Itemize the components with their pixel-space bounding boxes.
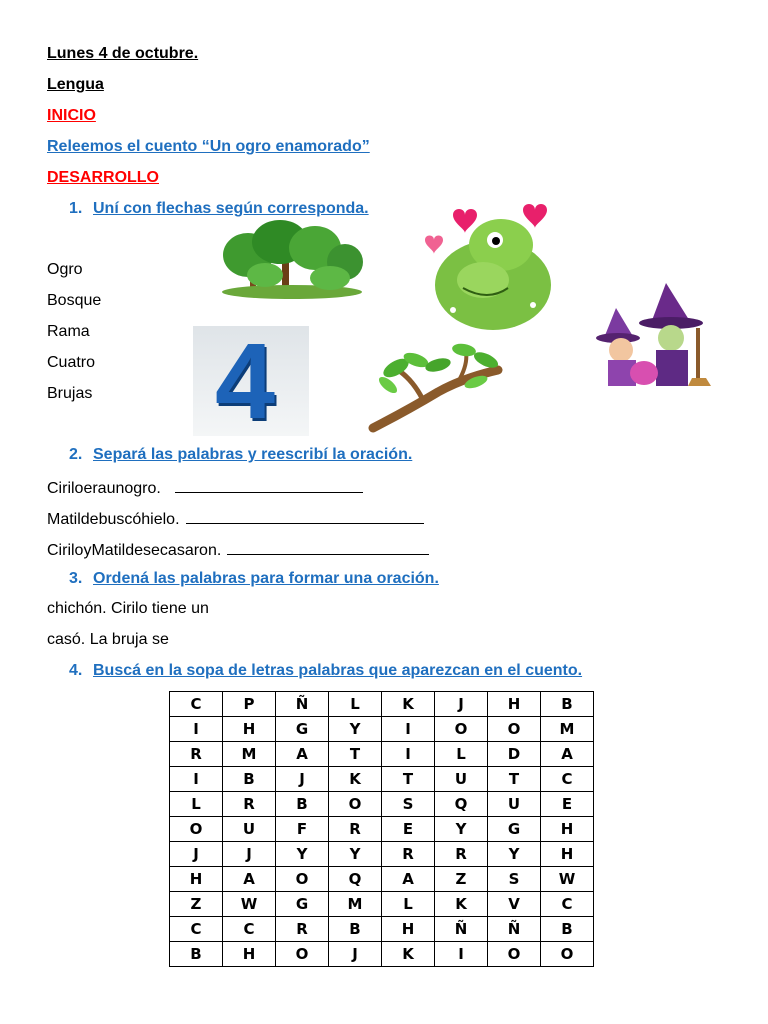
grid-cell[interactable]: W: [223, 892, 276, 917]
grid-cell[interactable]: O: [541, 942, 594, 967]
grid-cell[interactable]: T: [329, 742, 382, 767]
grid-cell[interactable]: J: [435, 692, 488, 717]
grid-cell[interactable]: J: [329, 942, 382, 967]
grid-cell[interactable]: O: [435, 717, 488, 742]
task3-number: 3.: [69, 570, 83, 587]
number-four-image: [193, 320, 309, 441]
grid-cell[interactable]: Y: [488, 842, 541, 867]
grid-cell[interactable]: Q: [435, 792, 488, 817]
grid-cell[interactable]: H: [223, 942, 276, 967]
grid-cell[interactable]: K: [329, 767, 382, 792]
grid-cell[interactable]: O: [170, 817, 223, 842]
grid-cell[interactable]: I: [435, 942, 488, 967]
grid-cell[interactable]: H: [488, 692, 541, 717]
grid-cell[interactable]: U: [488, 792, 541, 817]
grid-cell[interactable]: C: [541, 892, 594, 917]
grid-cell[interactable]: L: [435, 742, 488, 767]
grid-cell[interactable]: Y: [329, 717, 382, 742]
grid-cell[interactable]: E: [382, 817, 435, 842]
grid-cell[interactable]: K: [435, 892, 488, 917]
grid-cell[interactable]: O: [329, 792, 382, 817]
grid-row: [170, 692, 594, 717]
grid-cell[interactable]: B: [276, 792, 329, 817]
grid-cell[interactable]: T: [488, 767, 541, 792]
grid-cell[interactable]: Ñ: [276, 692, 329, 717]
grid-cell[interactable]: L: [170, 792, 223, 817]
grid-cell[interactable]: D: [488, 742, 541, 767]
grid-row: [170, 842, 594, 867]
grid-cell[interactable]: A: [223, 867, 276, 892]
grid-cell[interactable]: R: [223, 792, 276, 817]
grid-cell[interactable]: R: [170, 742, 223, 767]
grid-row: [170, 917, 594, 942]
grid-cell[interactable]: C: [541, 767, 594, 792]
match-word: Cuatro: [47, 354, 96, 371]
scrambled-line: chichón. Cirilo tiene un: [47, 600, 209, 617]
grid-cell[interactable]: I: [382, 742, 435, 767]
sentence-text: Matildebuscóhielo.: [47, 511, 180, 528]
task4-title: Buscá en la sopa de letras palabras que aparezcan en el cuento.: [93, 662, 583, 679]
grid-cell[interactable]: J: [276, 767, 329, 792]
grid-cell[interactable]: O: [488, 942, 541, 967]
grid-cell[interactable]: H: [541, 842, 594, 867]
grid-row: [170, 867, 594, 892]
sentence-row: [47, 509, 424, 530]
task2-title: Separá las palabras y reescribí la oración.: [93, 446, 413, 463]
answer-blank[interactable]: [186, 509, 424, 524]
grid-cell[interactable]: G: [276, 717, 329, 742]
grid-cell[interactable]: B: [541, 917, 594, 942]
sentence-text: CiriloyMatildesecasaron.: [47, 542, 222, 559]
grid-cell[interactable]: M: [329, 892, 382, 917]
grid-cell[interactable]: I: [170, 767, 223, 792]
grid-cell[interactable]: B: [170, 942, 223, 967]
task2-number: 2.: [69, 446, 83, 463]
grid-cell[interactable]: P: [223, 692, 276, 717]
grid-cell[interactable]: I: [382, 717, 435, 742]
task3-title: Ordená las palabras para formar una oración.: [93, 570, 439, 587]
grid-cell[interactable]: R: [382, 842, 435, 867]
grid-cell[interactable]: R: [276, 917, 329, 942]
grid-cell[interactable]: A: [541, 742, 594, 767]
grid-row: [170, 892, 594, 917]
desarrollo-heading: DESARROLLO: [47, 169, 159, 186]
grid-cell[interactable]: H: [541, 817, 594, 842]
grid-row: [170, 767, 594, 792]
grid-cell[interactable]: Z: [170, 892, 223, 917]
grid-cell[interactable]: R: [435, 842, 488, 867]
grid-cell[interactable]: G: [276, 892, 329, 917]
grid-cell[interactable]: J: [223, 842, 276, 867]
subject-heading: Lengua: [47, 76, 104, 93]
grid-cell[interactable]: A: [276, 742, 329, 767]
grid-cell[interactable]: V: [488, 892, 541, 917]
grid-cell[interactable]: K: [382, 942, 435, 967]
grid-cell[interactable]: H: [223, 717, 276, 742]
answer-blank[interactable]: [227, 540, 429, 555]
grid-cell[interactable]: Z: [435, 867, 488, 892]
grid-cell[interactable]: O: [276, 942, 329, 967]
grid-cell[interactable]: R: [329, 817, 382, 842]
grid-cell[interactable]: W: [541, 867, 594, 892]
scrambled-line: casó. La bruja se: [47, 631, 169, 648]
sentence-row: [47, 540, 429, 561]
grid-cell[interactable]: K: [382, 692, 435, 717]
match-word: Brujas: [47, 385, 93, 402]
grid-row: [170, 792, 594, 817]
grid-cell[interactable]: Y: [329, 842, 382, 867]
task1-number: 1.: [69, 200, 83, 217]
sentence-row: [47, 478, 363, 499]
branch-image: [368, 340, 506, 435]
grid-cell[interactable]: S: [488, 867, 541, 892]
ogre-image: [423, 200, 553, 330]
grid-cell[interactable]: B: [329, 917, 382, 942]
grid-cell[interactable]: Ñ: [435, 917, 488, 942]
inicio-heading: INICIO: [47, 107, 96, 124]
grid-cell[interactable]: L: [329, 692, 382, 717]
grid-cell[interactable]: O: [276, 867, 329, 892]
match-word: Bosque: [47, 292, 102, 309]
grid-row: [170, 942, 594, 967]
grid-row: [170, 817, 594, 842]
grid-cell[interactable]: M: [541, 717, 594, 742]
grid-cell[interactable]: H: [170, 867, 223, 892]
grid-row: [170, 742, 594, 767]
grid-cell[interactable]: E: [541, 792, 594, 817]
grid-cell[interactable]: Y: [276, 842, 329, 867]
grid-cell[interactable]: G: [488, 817, 541, 842]
grid-cell[interactable]: Q: [329, 867, 382, 892]
grid-cell[interactable]: S: [382, 792, 435, 817]
grid-cell[interactable]: C: [223, 917, 276, 942]
grid-cell[interactable]: A: [382, 867, 435, 892]
word-search-grid: [169, 691, 594, 967]
grid-cell[interactable]: Y: [435, 817, 488, 842]
grid-cell[interactable]: Ñ: [488, 917, 541, 942]
grid-cell[interactable]: B: [541, 692, 594, 717]
answer-blank[interactable]: [175, 478, 363, 493]
grid-cell[interactable]: C: [170, 692, 223, 717]
number-four-glyph: 4: [215, 320, 276, 441]
grid-cell[interactable]: T: [382, 767, 435, 792]
reread-instruction: Releemos el cuento “Un ogro enamorado”: [47, 138, 370, 155]
task1-title: Uní con flechas según corresponda.: [93, 200, 369, 217]
match-word: Rama: [47, 323, 90, 340]
grid-cell[interactable]: J: [170, 842, 223, 867]
witches-image: [596, 278, 726, 388]
forest-image: [220, 220, 365, 300]
match-word: Ogro: [47, 261, 83, 278]
grid-cell[interactable]: U: [223, 817, 276, 842]
grid-cell[interactable]: H: [382, 917, 435, 942]
task4-number: 4.: [69, 662, 83, 679]
grid-cell[interactable]: U: [435, 767, 488, 792]
grid-cell[interactable]: L: [382, 892, 435, 917]
grid-row: [170, 717, 594, 742]
grid-cell[interactable]: O: [488, 717, 541, 742]
date-heading: Lunes 4 de octubre.: [47, 45, 199, 62]
sentence-text: Ciriloeraunogro.: [47, 480, 161, 497]
grid-cell[interactable]: M: [223, 742, 276, 767]
grid-cell[interactable]: I: [170, 717, 223, 742]
grid-cell[interactable]: C: [170, 917, 223, 942]
grid-cell[interactable]: F: [276, 817, 329, 842]
grid-cell[interactable]: B: [223, 767, 276, 792]
